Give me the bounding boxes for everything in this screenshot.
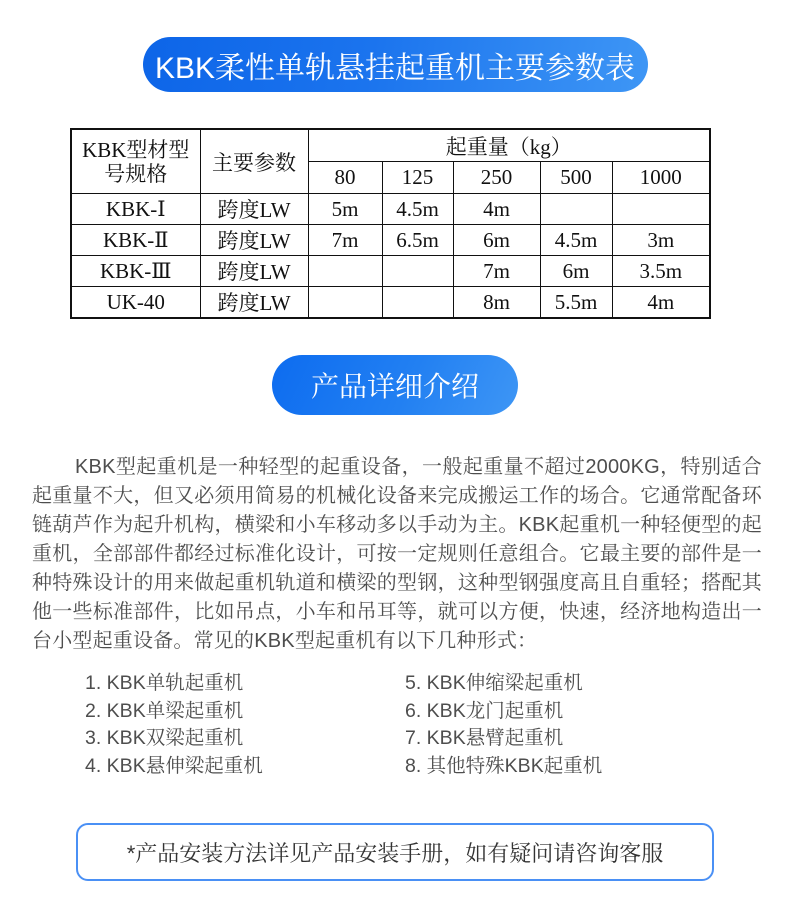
product-detail-section-badge xyxy=(272,355,518,415)
value-cell: 6.5m xyxy=(382,225,453,256)
list-item: 2. KBK单梁起重机 xyxy=(85,699,244,722)
table-header-main-param: 主要参数 xyxy=(200,129,308,194)
installation-note-box xyxy=(76,823,714,881)
capacity-col-500: 500 xyxy=(540,162,612,194)
list-item: 3. KBK双梁起重机 xyxy=(85,727,244,749)
capacity-col-125: 125 xyxy=(382,162,453,194)
table-header-row-1 xyxy=(71,129,710,162)
table-row-kbk-1 xyxy=(71,194,710,225)
value-cell: 5m xyxy=(308,194,382,225)
value-cell: 6m xyxy=(453,225,540,256)
crane-type-list xyxy=(85,670,790,780)
capacity-col-1000: 1000 xyxy=(612,162,710,194)
value-cell: 4.5m xyxy=(382,194,453,225)
title-banner xyxy=(143,37,648,92)
crane-type-list-right-column xyxy=(405,670,790,780)
param-cell: 跨度LW xyxy=(200,287,308,319)
product-detail-section-label: 产品详细介绍 xyxy=(310,371,479,402)
value-cell: 7m xyxy=(453,256,540,287)
list-item: 8. 其他特殊KBK起重机 xyxy=(405,754,603,777)
value-cell: 3.5m xyxy=(612,256,710,287)
value-cell xyxy=(308,287,382,319)
param-cell: 跨度LW xyxy=(200,225,308,256)
model-cell: KBK-Ⅲ xyxy=(71,256,200,287)
model-cell: KBK-Ⅱ xyxy=(71,225,200,256)
value-cell: 8m xyxy=(453,287,540,319)
value-cell xyxy=(382,256,453,287)
value-cell: 3m xyxy=(612,225,710,256)
table-header-model-spec: KBK型材型号规格 xyxy=(71,129,200,194)
product-description-page xyxy=(0,37,790,903)
value-cell: 4m xyxy=(453,194,540,225)
param-cell: 跨度LW xyxy=(200,256,308,287)
model-cell: KBK-Ⅰ xyxy=(71,194,200,225)
capacity-col-250: 250 xyxy=(453,162,540,194)
list-item: 6. KBK龙门起重机 xyxy=(405,699,564,722)
product-intro-paragraph: KBK型起重机是一种轻型的起重设备，一般起重量不超过2000KG，特别适合起重量不大，但又必须用简易的机械化设备来完成搬运工作的场合。它通常配备环链葫芦作为起升机构，横梁和小车移动多以手动为主。KBK起重机一种轻便型的起重机，全部部件都经过标准化设计，可按一定规则任意组合。它最主要的部件是一种特殊设计的用来做起重机轨道和横梁的型钢，这种型钢强度高且自重轻；搭配其他一些标准部件，比如吊点，小车和吊耳等，就可以方便，快速，经济地构造出一台小型起重设备。常见的KBK型起重机有以下几种形式： xyxy=(32,456,762,652)
value-cell xyxy=(540,194,612,225)
table-header-capacity: 起重量（kg） xyxy=(308,129,710,162)
title-banner-text: KBK柔性单轨悬挂起重机主要参数表 xyxy=(154,51,636,85)
value-cell xyxy=(308,256,382,287)
value-cell: 4m xyxy=(612,287,710,319)
value-cell: 7m xyxy=(308,225,382,256)
installation-note-text: *产品安装方法详见产品安装手册，如有疑问请咨询客服 xyxy=(126,840,664,866)
list-item: 7. KBK悬臂起重机 xyxy=(405,727,564,749)
list-item: 5. KBK伸缩梁起重机 xyxy=(405,672,583,694)
param-cell: 跨度LW xyxy=(200,194,308,225)
value-cell: 5.5m xyxy=(540,287,612,319)
value-cell xyxy=(612,194,710,225)
value-cell xyxy=(382,287,453,319)
parameters-table xyxy=(70,128,711,319)
model-cell: UK-40 xyxy=(71,287,200,319)
crane-type-list-left-column xyxy=(85,670,405,780)
list-item: 1. KBK单轨起重机 xyxy=(85,672,244,694)
table-row-uk-40 xyxy=(71,287,710,319)
value-cell: 6m xyxy=(540,256,612,287)
table-row-kbk-3 xyxy=(71,256,710,287)
value-cell: 4.5m xyxy=(540,225,612,256)
table-row-kbk-2 xyxy=(71,225,710,256)
capacity-col-80: 80 xyxy=(308,162,382,194)
list-item: 4. KBK悬伸梁起重机 xyxy=(85,754,263,777)
